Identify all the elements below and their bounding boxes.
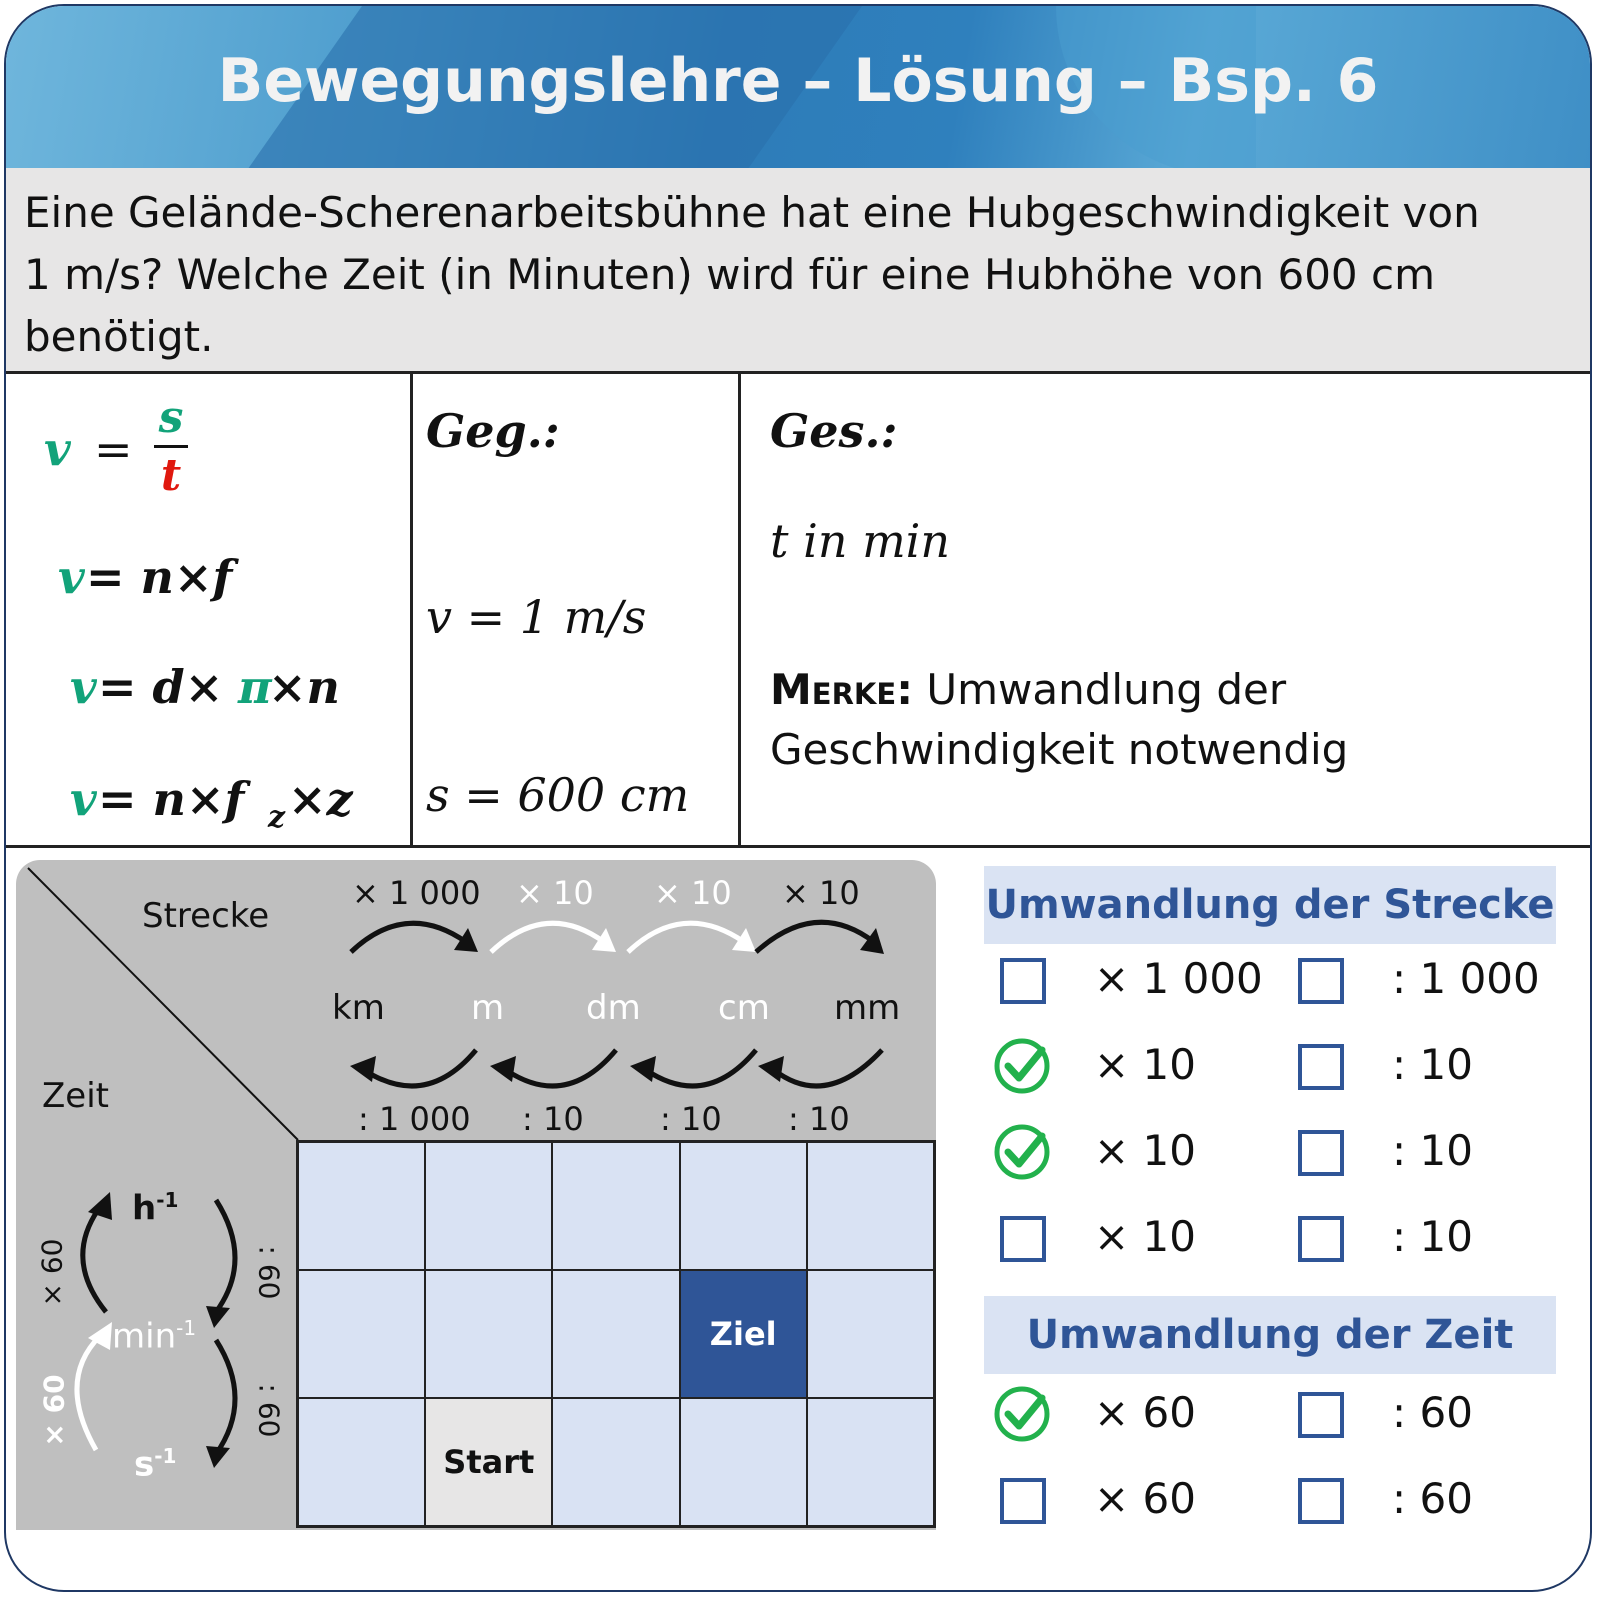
sought-label: Ges.:	[770, 404, 898, 458]
formula3-pi: π	[238, 660, 272, 714]
option-label: : 10	[1392, 1040, 1473, 1089]
formula2-rest: = n×f	[86, 550, 233, 604]
time-op-down1: : 60	[252, 1245, 286, 1300]
grid-cell	[807, 1398, 934, 1526]
grid-cell	[298, 1270, 425, 1398]
empty-checkbox-icon[interactable]	[1000, 1478, 1046, 1524]
formula4-a: = n×f	[98, 772, 245, 826]
empty-checkbox-icon[interactable]	[1298, 958, 1344, 1004]
sought-value: t in min	[770, 514, 951, 568]
formula1-eq: =	[94, 422, 133, 476]
empty-checkbox-icon[interactable]	[1298, 1044, 1344, 1090]
conversion-grid	[296, 1140, 936, 1528]
option-label: : 1 000	[1392, 954, 1540, 1003]
grid-cell	[680, 1142, 807, 1270]
grid-cell	[552, 1142, 679, 1270]
merke-label: Merke:	[770, 665, 914, 714]
grid-cell-start: Start	[425, 1398, 552, 1526]
empty-checkbox-icon[interactable]	[1000, 958, 1046, 1004]
unit-mm: mm	[834, 988, 901, 1028]
formula4-b: ×z	[288, 772, 353, 826]
strecke-label: Strecke	[142, 896, 270, 936]
option-label: × 60	[1094, 1474, 1196, 1523]
unit-m: m	[471, 988, 505, 1028]
empty-checkbox-icon[interactable]	[1000, 1216, 1046, 1262]
formula3-v: v	[70, 660, 97, 714]
mult-op-1: × 1 000	[352, 874, 481, 912]
mult-op-4: × 10	[782, 874, 860, 912]
checked-checkbox-icon[interactable]	[992, 1384, 1052, 1444]
option-label: : 10	[1392, 1212, 1473, 1261]
grid-cell	[807, 1270, 934, 1398]
grid-cell-ziel: Ziel	[680, 1270, 807, 1398]
grid-cell	[298, 1398, 425, 1526]
formula3-a: = d×	[98, 660, 224, 714]
merke-note	[770, 660, 1530, 780]
time-op-down2: : 60	[252, 1383, 286, 1438]
option-label: × 10	[1094, 1212, 1196, 1261]
unit-cm: cm	[718, 988, 770, 1028]
formula1-fraction	[154, 392, 188, 501]
formula4-sub: z	[268, 800, 286, 835]
formula-row	[6, 374, 1590, 848]
div-op-1: : 1 000	[358, 1100, 471, 1138]
empty-checkbox-icon[interactable]	[1298, 1478, 1344, 1524]
question-text: Eine Gelände-Scherenarbeitsbühne hat eine Hubgeschwindigkeit von 1 m/s? Welche Zeit (in Minuten) wird für eine Hubhöhe von 600 cm benötigt.	[6, 168, 1590, 374]
page-title: Bewegungslehre – Lösung – Bsp. 6	[217, 46, 1379, 116]
div-op-3: : 10	[660, 1100, 722, 1138]
div-op-2: : 10	[522, 1100, 584, 1138]
formula1-denominator: t	[160, 450, 182, 501]
unit-dm: dm	[586, 988, 641, 1028]
formula3-b: ×n	[268, 660, 340, 714]
mult-op-2: × 10	[516, 874, 594, 912]
unit-s: $s^{-1}$	[134, 1444, 177, 1485]
header-banner	[6, 6, 1590, 168]
given-v: v = 1 m/s	[426, 590, 647, 644]
empty-checkbox-icon[interactable]	[1298, 1216, 1344, 1262]
strecke-section-heading: Umwandlung der Strecke	[984, 866, 1556, 944]
time-op-up2: × 60	[37, 1374, 71, 1447]
formula4-v: v	[70, 772, 97, 826]
mult-op-3: × 10	[654, 874, 732, 912]
option-label: × 10	[1094, 1126, 1196, 1175]
unit-h: $h^{-1}$	[132, 1188, 179, 1229]
grid-cell	[425, 1270, 552, 1398]
checked-checkbox-icon[interactable]	[992, 1122, 1052, 1182]
option-label: × 60	[1094, 1388, 1196, 1437]
grid-cell	[807, 1142, 934, 1270]
formula1-numerator: s	[158, 392, 184, 443]
grid-cell	[552, 1270, 679, 1398]
zeit-section-heading: Umwandlung der Zeit	[984, 1296, 1556, 1374]
grid-cell	[552, 1398, 679, 1526]
given-s: s = 600 cm	[426, 768, 690, 822]
checked-checkbox-icon[interactable]	[992, 1036, 1052, 1096]
merke-text: Umwandlung der Geschwindigkeit notwendig	[770, 665, 1349, 774]
time-op-up1: × 60	[35, 1238, 69, 1307]
given-column	[412, 374, 741, 845]
formula-column	[6, 374, 413, 845]
empty-checkbox-icon[interactable]	[1298, 1130, 1344, 1176]
given-label: Geg.:	[426, 404, 560, 458]
unit-min: $\min^{-1}$	[112, 1316, 197, 1357]
grid-cell	[298, 1142, 425, 1270]
sought-column	[740, 374, 1590, 845]
unit-km: km	[332, 988, 385, 1028]
grid-cell	[425, 1142, 552, 1270]
option-label: × 10	[1094, 1040, 1196, 1089]
zeit-label: Zeit	[42, 1076, 109, 1116]
div-op-4: : 10	[788, 1100, 850, 1138]
option-label: × 1 000	[1094, 954, 1263, 1003]
formula2-v: v	[58, 550, 85, 604]
option-label: : 10	[1392, 1126, 1473, 1175]
option-label: : 60	[1392, 1474, 1473, 1523]
grid-cell	[680, 1398, 807, 1526]
option-label: : 60	[1392, 1388, 1473, 1437]
empty-checkbox-icon[interactable]	[1298, 1392, 1344, 1438]
formula1-v: v	[44, 422, 71, 476]
